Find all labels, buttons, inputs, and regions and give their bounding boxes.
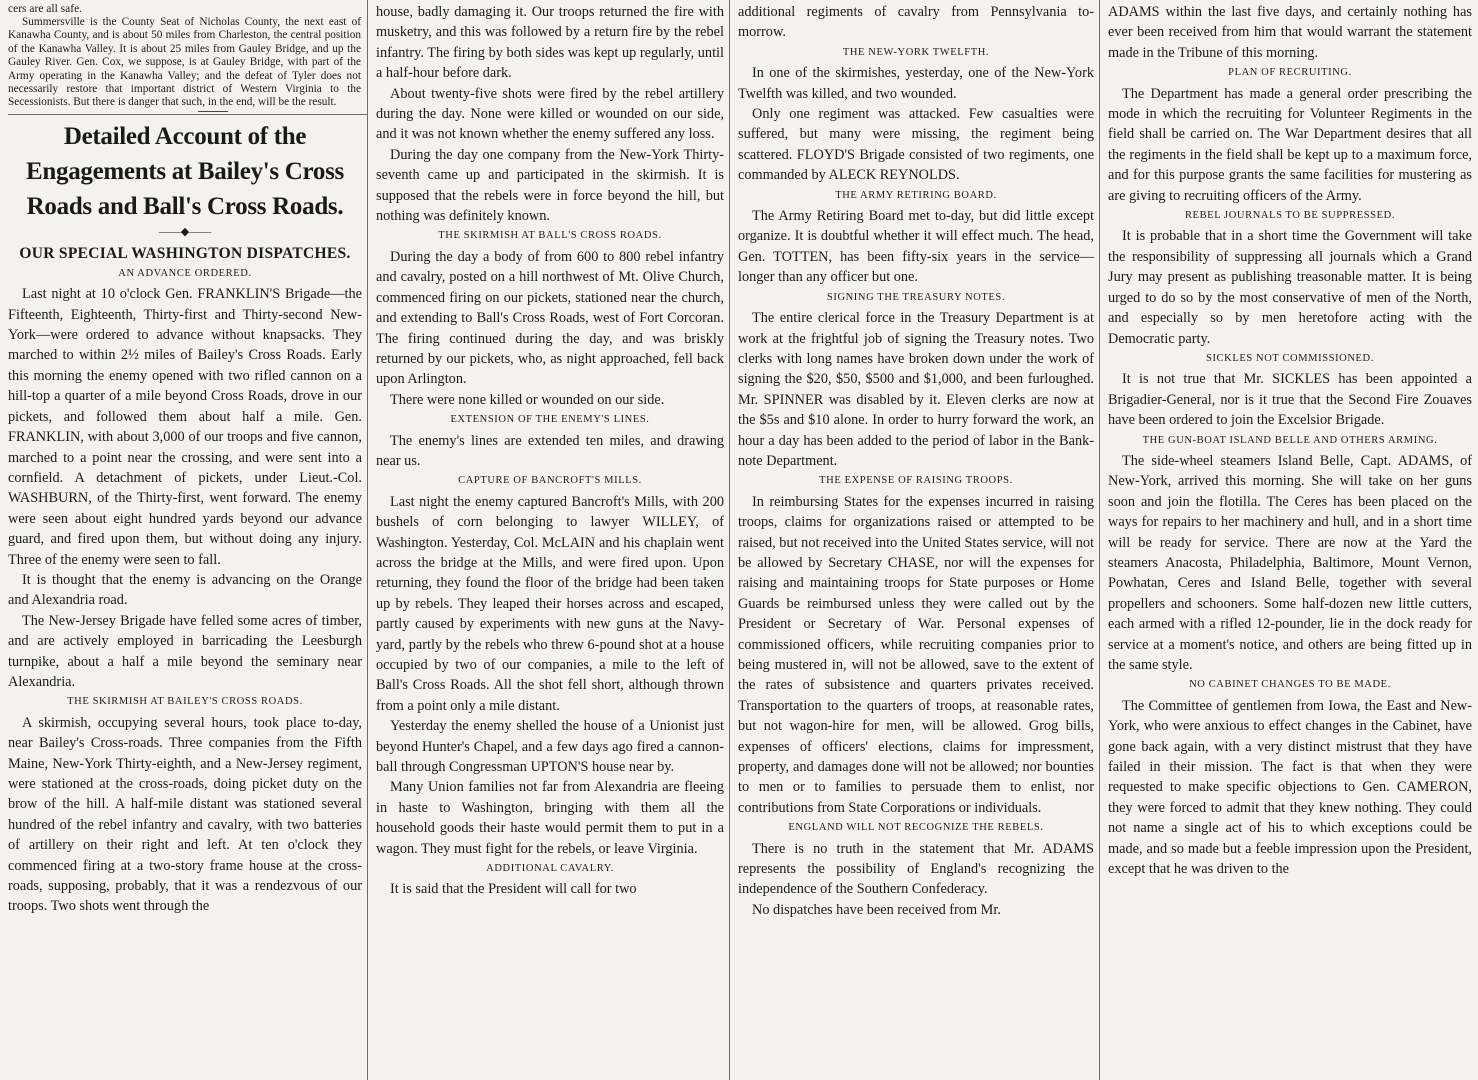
previous-article-tail <box>8 2 368 115</box>
paragraph: Many Union families not far from Alexandria are fleeing in haste to Washington, bringing with them all the household goods their haste would permit them to put in a wagon. They must fight for the rebels, or leave Virginia. <box>376 779 724 857</box>
paragraph: Only one regiment was attacked. Few casualties were suffered, but many were missing, the regiment being scattered. FLOYD'S Brigade consisted of two regiments, one commanded by ALECK REYNOLDS. <box>738 106 1094 184</box>
subheading: EXTENSION OF THE ENEMY'S LINES. <box>450 414 650 426</box>
paragraph: Last night at 10 o'clock Gen. FRANKLIN'S Brigade—the Fifteenth, Eighteenth, Thirty-first and Thirty-second New-York—were ordered to advance without knapsacks. They marched to within 2½ miles of Bailey's Cross Roads. Early this morning the enemy opened with two rifled cannon on a hill-top a quarter of a mile beyond Cross Roads, drove in our pickets, and followed them about half a mile. Gen. FRANKLIN, with about 3,000 of our troops and five cannon, marched to a point near the crossing, and were sent into a cornfield. A detachment of pickets, under Lieut.-Col. WASHBURN, of the Thirty-first, went forward. The enemy were seen about eight hundred yards beyond our advance guard, and fired upon them, but without doing any injury. Three of the enemy were seen to fall. <box>8 286 362 568</box>
ornament-divider: ——◆—— <box>158 225 212 238</box>
paragraph: It is not true that Mr. SICKLES has been appointed a Brigadier-General, nor is it true that the Second Fire Zouaves have been ordered to join the Excelsior Brigade. <box>1108 371 1472 429</box>
paragraph: During the day one company from the New-York Thirty-seventh came up and participated in the skirmish. It is supposed that the rebels were in force beyond the hill, but nothing was definitely known. <box>376 146 724 225</box>
subheading: SIGNING THE TREASURY NOTES. <box>826 291 1006 303</box>
paragraph: The Army Retiring Board met to-day, but did little except organize. It is doubtful whether it will effect much. The head, Gen. TOTTEN, has been fifty-six years in the service—longer than any officer but one. <box>738 208 1094 286</box>
column-1 <box>0 0 368 1080</box>
lead-line: cers are all safe. <box>8 3 83 15</box>
column-4 <box>1100 0 1478 1080</box>
paragraph: There is no truth in the statement that Mr. ADAMS represents the possibility of England's recognizing the independence of the Southern Confederacy. <box>738 840 1094 898</box>
paragraph: house, badly damaging it. Our troops returned the fire with musketry, and this was followed by a return fire by the rebel infantry. The firing by both sides was kept up regularly, until a half-hour before dark. <box>376 4 724 82</box>
paragraph: About twenty-five shots were fired by the rebel artillery during the day. None were killed or wounded on our side, and it was not known whether the enemy suffered any loss. <box>376 85 724 143</box>
article-headline: Detailed Account of the Engagements at Bailey's Cross Roads and Ball's Cross Roads. <box>26 122 344 220</box>
paragraph: In reimbursing States for the expenses incurred in raising troops, claims for organizations raised or attempted to be raised, but not received into the United States service, will not be allowed by Secretary CHASE, nor will the expenses for raising and maintaining troops for State purposes or Home Guards be reimbursed unless they were called out by the President or Secretary of War. Personal expenses of commissioned officers, while recruiting companies prior to being mustered in, will not be allowed, save to the extent of the rates of subsistence and quarters privates received. Transportation to the quarters of troops, at reasonable rates, but not wagon-hire for men, will be allowed. Grog bills, expenses of officers' elections, claims for impressment, property, and damages done will not be allowed; nor bounties to men or to families to persuade them to enlist, nor contributions from State Corporations or individuals. <box>738 493 1094 816</box>
dispatch-heading: OUR SPECIAL WASHINGTON DISPATCHES. <box>19 244 351 262</box>
paragraph: In one of the skirmishes, yesterday, one of the New-York Twelfth was killed, and two wounded. <box>738 65 1094 102</box>
subheading: ENGLAND WILL NOT RECOGNIZE THE REBELS. <box>788 822 1044 834</box>
subheading: THE EXPENSE OF RAISING TROOPS. <box>819 475 1013 487</box>
subheading: REBEL JOURNALS TO BE SUPPRESSED. <box>1184 210 1396 222</box>
paragraph: The enemy's lines are extended ten miles, and drawing near us. <box>376 432 724 469</box>
subheading: THE ARMY RETIRING BOARD. <box>835 189 997 201</box>
column-2 <box>368 0 730 1080</box>
paragraph: ADAMS within the last five days, and certainly nothing has ever been received from him that would warrant the statement made in the Tribune of this morning. <box>1108 4 1472 61</box>
column-3 <box>730 0 1100 1080</box>
paragraph: The Department has made a general order prescribing the mode in which the recruiting for Volunteer Regiments in the field shall be carried on. The War Department desires that all the regiments in the field shall be kept up to a maximum force, and for this purpose grants the same facilities for mustering as are giving to recruiting officers of the Army. <box>1108 85 1472 204</box>
subheading: NO CABINET CHANGES TO BE MADE. <box>1189 679 1391 691</box>
subheading: AN ADVANCE ORDERED. <box>118 267 252 279</box>
subheading: THE NEW-YORK TWELFTH. <box>842 46 990 58</box>
paragraph: The New-Jersey Brigade have felled some acres of timber, and are actively employed in barricading the Leesburgh turnpike, about a half a mile beyond the seminary near Alexandria. <box>8 612 362 690</box>
section-divider <box>198 111 228 112</box>
subheading: THE SKIRMISH AT BALL'S CROSS ROADS. <box>438 230 662 242</box>
paragraph: There were none killed or wounded on our side. <box>390 391 665 408</box>
paragraph: It is said that the President will call for two <box>390 881 637 898</box>
paragraph: additional regiments of cavalry from Pennsylvania to-morrow. <box>738 4 1094 41</box>
paragraph: It is probable that in a short time the Government will take the responsibility of suppressing all journals which a Grand Jury may present as publishing treasonable matter. It is being urged to do so by the most conservative of men of the North, and especially so by men heretofore acting with the Democratic party. <box>1108 228 1472 347</box>
paragraph: It is thought that the enemy is advancing on the Orange and Alexandria road. <box>8 571 362 609</box>
paragraph: The entire clerical force in the Treasury Department is at work at the frightful job of signing the Treasury notes. Two clerks with long names have broken down under the work of signing the $20, $50, $500 and $1,000, and been furloughed. Mr. SPINNER was disabled by it. Eleven clerks are now at the $5s and $10 alone. In order to hurry forward the work, an hour a day has been added to the period of labor in the Bank-note Department. <box>738 310 1094 469</box>
subheading: PLAN OF RECRUITING. <box>1228 67 1352 79</box>
paragraph: The side-wheel steamers Island Belle, Capt. ADAMS, of New-York, arrived this morning. She will take on her guns soon and join the flotilla. The Ceres has been placed on the ways for repairs to her machinery and hull, and in a short time will be ready for service. There are now at the Yard the steamers Anacosta, Philadelphia, Baltimore, Mount Vernon, Powhatan, Ceres and Island Belle, together with several propellers and schooners. Some half-dozen new little cutters, each armed with a rifled 12-pounder, lie in the dock ready for service at a moment's notice, and others are being fitted up in the same style. <box>1108 452 1472 673</box>
paragraph: Last night the enemy captured Bancroft's Mills, with 200 bushels of corn belonging to lawyer WILLEY, of Washington. Yesterday, Col. McLAIN and his chaplain went across the bridge at the Mills, and were fired upon. Upon returning, they found the floor of the bridge had been taken up by rebels. They leaped their horses across and escaped, partly caused by experiments with new guns at the Navy-yard, partly by the rebels who threw 6-pound shot at a house occupied by two of our companies, a mile to the left of Ball's Cross Roads. All the shot fell short, although thrown from a point only a mile distant. <box>376 493 724 714</box>
paragraph: The Committee of gentlemen from Iowa, the East and New-York, who were anxious to effect changes in the Cabinet, have gone back again, with a very distinct mistrust that they have failed in their mission. The fact is that when they were requested to make specific objections to Gen. CAMERON, they were forced to admit that they knew nothing. They could not name a single act of his to which exceptions could be made, and so made but a feeble impression upon the President, except that he was driven to the <box>1108 697 1472 878</box>
paragraph: Yesterday the enemy shelled the house of a Unionist just beyond Hunter's Chapel, and a few days ago fired a cannon-ball through Congressman UPTON'S house near by. <box>376 718 724 776</box>
paragraph: During the day a body of from 600 to 800 rebel infantry and cavalry, posted on a hill northwest of Mt. Olive Church, commenced firing on our pickets, stationed near the church, and extending to Ball's Cross Roads, west of Fort Corcoran. The firing continued during the day, and was briskly returned by our pickets, who, as night approached, fell back upon Arlington. <box>376 248 724 388</box>
subheading: THE SKIRMISH AT BAILEY'S CROSS ROADS. <box>67 696 303 708</box>
subheading: SICKLES NOT COMMISSIONED. <box>1206 352 1374 364</box>
paragraph: No dispatches have been received from Mr. <box>752 901 1001 918</box>
paragraph: A skirmish, occupying several hours, took place to-day, near Bailey's Cross-roads. Three companies from the Fifth Maine, New-York Thirty-eighth, and a New-Jersey regiment, were stationed at the cross-roads, doing picket duty on the brow of the hill. A half-mile distant was stationed several hundred of the rebel infantry and cavalry, with two batteries of artillery on their right and left. At ten o'clock they commenced firing at a two-story frame house at the cross-roads, supposing, probably, that it was a rendezvous of our troops. Two shots went through the <box>8 714 362 915</box>
subheading: ADDITIONAL CAVALRY. <box>486 863 614 875</box>
subheading: CAPTURE OF BANCROFT'S MILLS. <box>458 475 642 487</box>
intro-paragraph: Summersville is the County Seat of Nicholas County, the next east of Kanawha County, and is about 50 miles from Charleston, the central position of the Kanawha Valley. It is about 25 miles from Gauley Bridge, and up the Gauley River. Gen. Cox, we suppose, is at Gauley Bridge, with part of the Army operating in the Kanawha Valley; and the defeat of Tyler does not necessarily restore that important district of Western Virginia to the Secessionists. But there is danger that such, in the end, will be the result. <box>8 16 361 109</box>
subheading: THE GUN-BOAT ISLAND BELLE AND OTHERS ARMING. <box>1142 434 1438 446</box>
